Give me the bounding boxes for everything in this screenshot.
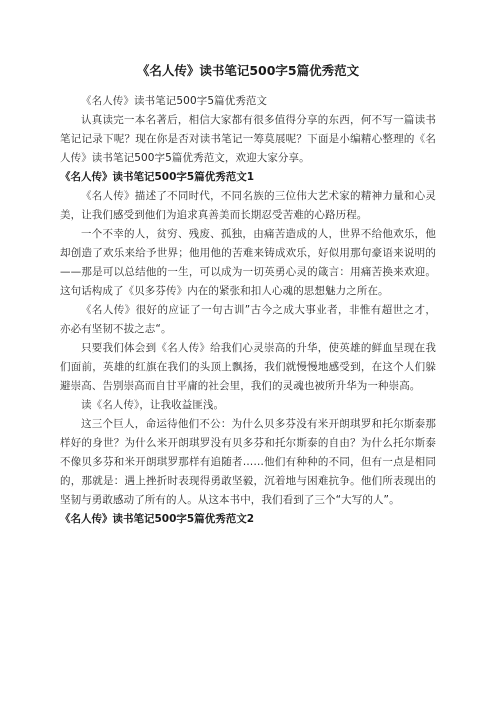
section-1-paragraph: 只要我们体会到《名人传》给我们心灵崇高的升华，使英雄的鲜血呈现在我们面前，英雄的红旗在我们的头顶上飘扬，我们就慢慢地感受到，在这个人们躲避崇高、告别崇高而自甘平庸的社会里，我们的灵魂也被所升华为一种崇高。 xyxy=(60,342,436,392)
section-1-paragraph: 这三个巨人，命运待他们不公：为什么贝多芬没有米开朗琪罗和托尔斯泰那样好的身世？为什么米开朗琪罗没有贝多芬和托尔斯泰的自由？为什么托尔斯泰不像贝多芬和米开朗琪罗那样有追随者……他们有种种的不同，但有一点是相同的，那就是：遇上挫折时表现得勇敢坚毅，沉着地与困难抗争。他们所表现出的坚韧与勇敢感动了所有的人。从这本书中，我们看到了三个“大写的人”。 xyxy=(60,418,436,506)
intro-paragraph: 认真读完一本名著后，相信大家都有很多值得分享的东西，何不写一篇读书笔记记录下呢？现在你是否对读书笔记一筹莫展呢？下面是小编精心整理的《名人传》读书笔记500字5篇优秀范文，欢迎大家分享。 xyxy=(60,114,436,164)
section-heading-2: 《名人传》读书笔记500字5篇优秀范文2 xyxy=(60,513,255,525)
section-1-paragraph: 《名人传》描述了不同时代，不同名族的三位伟大艺术家的精神力量和心灵美，让我们感受到他们为追求真善美而长期忍受苦难的心路历程。 xyxy=(60,190,436,221)
intro-subtitle: 《名人传》读书笔记500字5篇优秀范文 xyxy=(81,95,268,107)
section-1-paragraph: 《名人传》很好的应证了一句古训”古今之成大事业者，非惟有超世之才，亦必有坚韧不拔之志“。 xyxy=(60,304,436,335)
section-1-paragraph: 一个不幸的人，贫穷、残废、孤独，由痛苦造成的人，世界不给他欢乐，他却创造了欢乐来给予世界；他用他的苦难来铸成欢乐，好似用那句豪语来说明的——那是可以总结他的一生，可以成为一切英勇心灵的箴言：用痛苦换来欢迎。这句话构成了《贝多芬传》内在的紧张和扣人心魂的思想魅力之所在。 xyxy=(60,228,436,297)
section-heading-1: 《名人传》读书笔记500字5篇优秀范文1 xyxy=(60,171,255,183)
section-1-paragraph: 读《名人传》，让我收益匪浅。 xyxy=(81,399,225,411)
document-title: 《名人传》读书笔记500字5篇优秀范文 xyxy=(136,63,360,78)
